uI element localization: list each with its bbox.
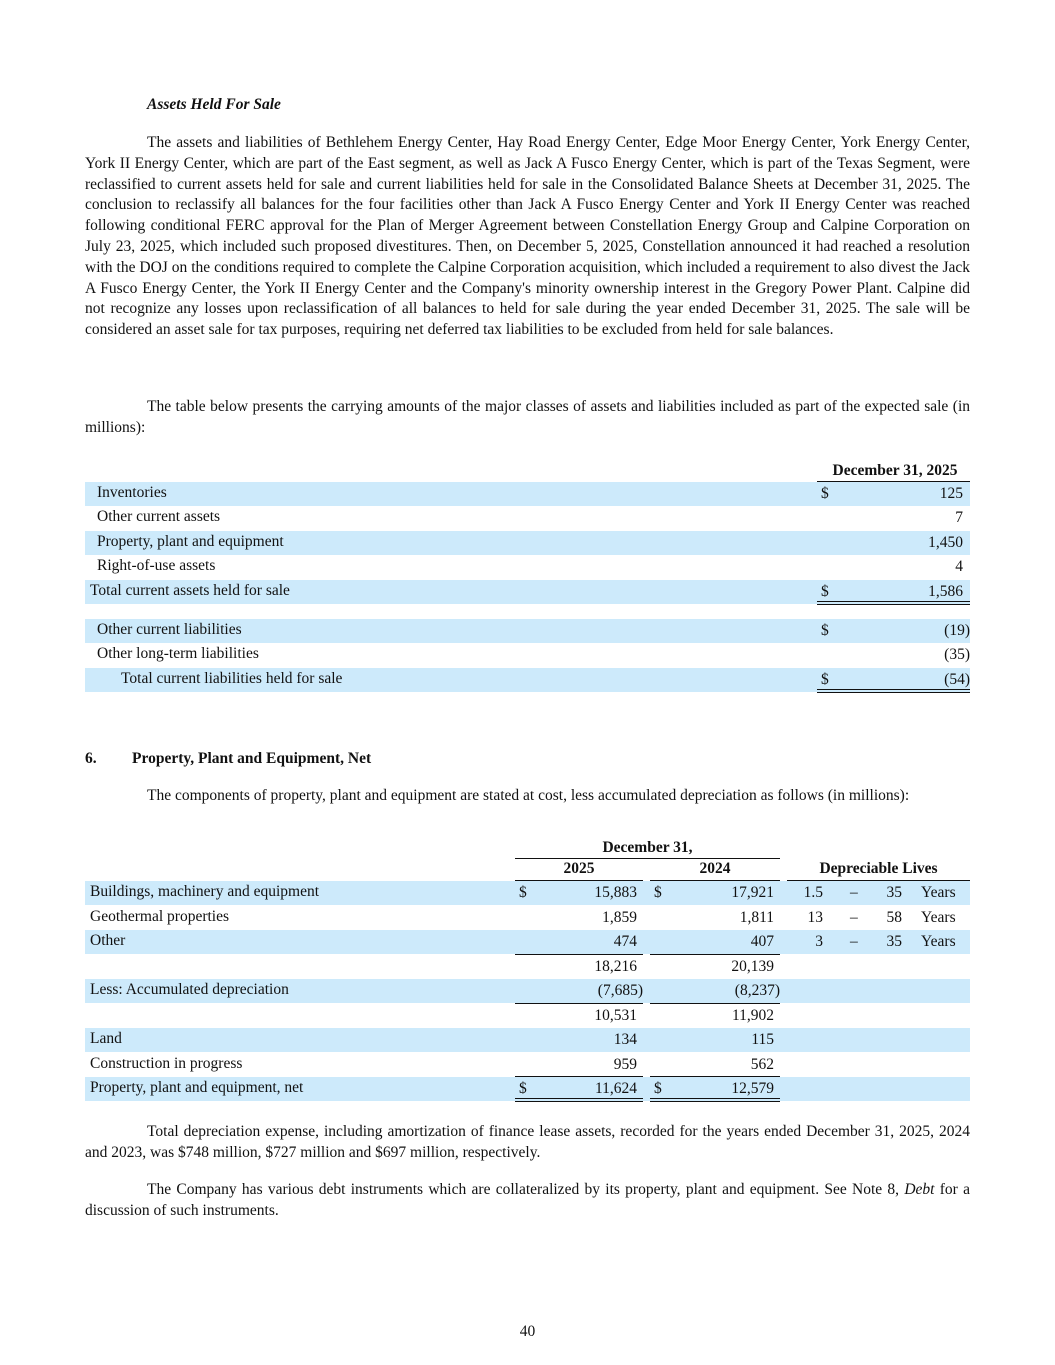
- value-2025: (7,685): [597, 982, 643, 999]
- value-2024: 12,579: [731, 1080, 774, 1097]
- row-label: Land: [90, 1030, 122, 1047]
- life-from: 1.5: [803, 884, 823, 901]
- life-to: 35: [886, 884, 902, 901]
- table-row: Other current liabilities $ (19): [85, 619, 970, 643]
- subtotal-line: [515, 954, 643, 955]
- subtotal-line: [650, 1003, 780, 1004]
- table-row: [85, 930, 970, 954]
- row-label: Other: [90, 932, 126, 949]
- value-2024: 562: [750, 1056, 774, 1073]
- table-row: Right-of-use assets 4: [97, 557, 963, 575]
- life-to: 35: [886, 933, 902, 950]
- section-title: Property, Plant and Equipment, Net: [132, 750, 372, 767]
- currency-2024: $: [654, 1080, 662, 1097]
- row-label: Less: Accumulated depreciation: [90, 981, 289, 998]
- total-double-underline: [817, 601, 970, 605]
- assets-held-for-sale-heading: Assets Held For Sale: [147, 96, 281, 113]
- currency-2025: $: [519, 1080, 527, 1097]
- subtotal-line: [515, 1003, 643, 1004]
- value-2025: 959: [613, 1056, 637, 1073]
- value-2024: 407: [750, 933, 774, 950]
- table-row-total-assets: Total current assets held for sale $ 1,586: [85, 580, 970, 604]
- row-label: Buildings, machinery and equipment: [90, 883, 320, 900]
- value-2024: 20,139: [731, 958, 774, 975]
- table-intro-paragraph: The table below presents the carrying amounts of the major classes of assets and liabilities included as part of the expected sale (in millions):: [85, 398, 970, 436]
- value-2025: 11,624: [594, 1080, 637, 1097]
- table-row: [85, 1004, 970, 1028]
- value-2025: 134: [613, 1031, 637, 1048]
- section-number: 6.: [85, 750, 97, 767]
- total-double-underline: [515, 1098, 643, 1102]
- group-header-december-31: December 31,: [602, 839, 693, 856]
- column-header-2025: 2025: [563, 860, 595, 877]
- table-row: [85, 881, 970, 905]
- life-dash: –: [850, 933, 858, 950]
- table-row: [85, 955, 970, 979]
- value-2025: 1,859: [602, 909, 637, 926]
- column-header-2024: 2024: [699, 860, 731, 877]
- life-dash: –: [850, 909, 858, 926]
- table-row: [85, 1028, 970, 1052]
- value-2025: 15,883: [594, 884, 637, 901]
- group-header-underline: [515, 858, 780, 859]
- page-number: 40: [519, 1323, 536, 1340]
- subtotal-line: [650, 1076, 780, 1077]
- debt-paragraph: The Company has various debt instruments which are collateralized by its property, plant and equipment. See Note 8, Debt for a discussion of such instruments.: [85, 1181, 970, 1219]
- currency-2025: $: [519, 884, 527, 901]
- row-label: Geothermal properties: [90, 908, 230, 925]
- row-label: Construction in progress: [90, 1055, 243, 1072]
- value-2025: 18,216: [594, 958, 637, 975]
- value-2024: 11,902: [731, 1007, 774, 1024]
- debt-note-reference: Debt: [904, 1181, 935, 1198]
- value-2025: 10,531: [594, 1007, 637, 1024]
- table-row: Inventories $ 125: [85, 482, 970, 506]
- depreciation-expense-paragraph: Total depreciation expense, including amortization of finance lease assets, recorded for the years ended December 31, 2025, 2024 and 2023, was $748 million, $727 million and $697 million, respectively.: [85, 1123, 970, 1161]
- life-unit: Years: [921, 909, 956, 926]
- value-2024: 115: [751, 1031, 774, 1048]
- table-row: Other current assets 7: [97, 508, 963, 526]
- total-double-underline: [650, 1098, 780, 1102]
- life-from: 13: [807, 909, 823, 926]
- ppe-intro-paragraph: The components of property, plant and equipment are stated at cost, less accumulated depreciation as follows (in millions):: [147, 787, 910, 804]
- table-row: [85, 906, 970, 930]
- table-row: [85, 1053, 970, 1077]
- column-header-dec-2025: December 31, 2025: [832, 462, 958, 479]
- table-row: Other long-term liabilities (35): [97, 645, 970, 663]
- life-from: 3: [815, 933, 823, 950]
- table-row: [85, 979, 970, 1003]
- currency-2024: $: [654, 884, 662, 901]
- table-row: Property, plant and equipment 1,450: [85, 531, 970, 555]
- life-to: 58: [886, 909, 902, 926]
- value-2024: (8,237): [734, 982, 780, 999]
- value-2024: 17,921: [731, 884, 774, 901]
- column-header-depreciable-lives: Depreciable Lives: [819, 860, 938, 877]
- total-double-underline: [817, 689, 970, 693]
- life-unit: Years: [921, 933, 956, 950]
- subtotal-line: [515, 1076, 643, 1077]
- assets-held-for-sale-paragraph: The assets and liabilities of Bethlehem Energy Center, Hay Road Energy Center, Edge Moor Energy Center, York Energy Center, York II Energy Center, which are part of the East segment, as well as Jack A Fusco Energy Center, which is part of the Texas Segment, were reclassified to current assets held for sale and current liabilities held for sale in the Consolidated Balance Sheets at December 31, 2025. The conclusion to reclassify all balances for the four facilities other than Jack A Fusco Energy Center and York II Energy Center was reached following conditional FERC approval for the Plan of Merger Agreement between Constellation Energy Group and Calpine Corporation on July 23, 2025, which included such proposed divestitures. Then, on December 5, 2025, Constellation announced it had reached a resolution with the DOJ on the conditions required to complete the Calpine Corporation acquisition, which included a requirement to also divest the Jack A Fusco Energy Center, the York II Energy Center and the Company's minority ownership interest in the Gregory Power Plant. Calpine did not recognize any losses upon reclassification of all balances to held for sale during the year ended December 31, 2025. The sale will be considered an asset sale for tax purposes, requiring net deferred tax liabilities to be excluded from held for sale balances.: [85, 134, 970, 339]
- subtotal-line: [650, 954, 780, 955]
- value-2025: 474: [613, 933, 637, 950]
- life-dash: –: [850, 884, 858, 901]
- row-label: Property, plant and equipment, net: [90, 1079, 304, 1096]
- value-2024: 1,811: [739, 909, 774, 926]
- table-row-total-liabilities: Total current liabilities held for sale $ (54): [85, 668, 970, 692]
- life-unit: Years: [921, 884, 956, 901]
